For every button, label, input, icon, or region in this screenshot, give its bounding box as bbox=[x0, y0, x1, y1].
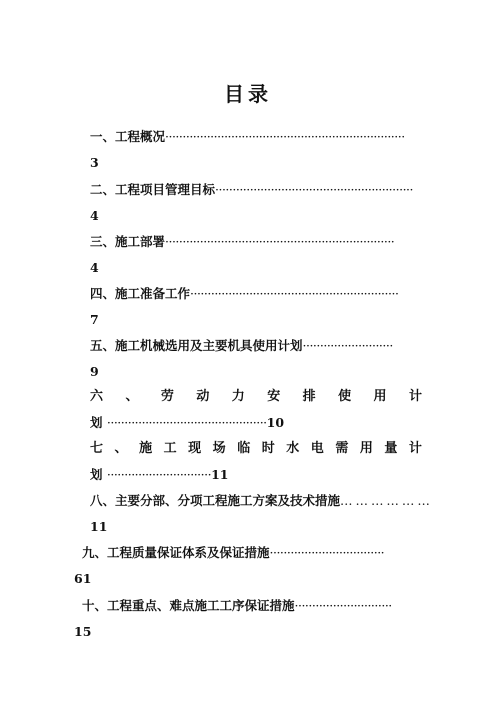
toc-title: 目录 bbox=[224, 82, 272, 106]
toc-entry-char: 计 bbox=[408, 389, 422, 404]
toc-entry-label: 三、施工部署 bbox=[90, 234, 166, 249]
toc-entry-char: 计 bbox=[408, 441, 422, 456]
toc-entry-char: 劳 bbox=[160, 389, 174, 404]
toc-entry-char: 使 bbox=[338, 389, 352, 404]
toc-entry-8 bbox=[90, 493, 429, 509]
toc-entry-9 bbox=[82, 545, 384, 561]
toc-entry-char: 现 bbox=[188, 441, 202, 456]
toc-entry-char: 量 bbox=[384, 441, 398, 456]
toc-entry-char: 划 bbox=[90, 467, 103, 482]
toc-entry-char: 六 bbox=[90, 389, 104, 404]
toc-entry-char: 场 bbox=[212, 441, 226, 456]
toc-entry-page: 3 bbox=[90, 155, 99, 170]
toc-leader-dots: ·············································· bbox=[106, 415, 267, 430]
toc-leader-dots: ·························· bbox=[302, 338, 393, 353]
toc-entry-char: 力 bbox=[231, 389, 245, 404]
toc-leader-dots: ·································································· bbox=[165, 234, 395, 249]
toc-leader-dots: ····································································· bbox=[165, 129, 405, 144]
toc-entry-1 bbox=[90, 129, 405, 145]
toc-entry-label: 二、工程项目管理目标 bbox=[90, 182, 216, 197]
toc-entry-10 bbox=[82, 598, 392, 614]
toc-entry-page: 9 bbox=[90, 364, 99, 379]
toc-entry-char: 安 bbox=[267, 389, 281, 404]
toc-entry-page: 4 bbox=[90, 208, 99, 223]
toc-entry-page: 11 bbox=[211, 467, 229, 482]
toc-entry-page: 7 bbox=[90, 312, 99, 327]
toc-entry-char: 时 bbox=[261, 441, 275, 456]
toc-entry-page: 61 bbox=[74, 571, 92, 586]
toc-entry-char: 水 bbox=[286, 441, 300, 456]
toc-entry-label: 五、施工机械选用及主要机具使用计划 bbox=[90, 338, 303, 353]
toc-entry-char: 七 bbox=[90, 441, 104, 456]
toc-entry-3 bbox=[90, 234, 394, 250]
toc-leader-dots: ···························································· bbox=[190, 286, 399, 301]
toc-leader-dots: ···························· bbox=[294, 598, 392, 613]
toc-entry-label: 四、施工准备工作 bbox=[90, 286, 191, 301]
toc-entry-7-line2 bbox=[90, 467, 228, 483]
toc-entry-label: 一、工程概况 bbox=[90, 129, 166, 144]
toc-entry-5 bbox=[90, 338, 393, 354]
toc-entry-page: 11 bbox=[90, 519, 108, 534]
toc-entry-char: 电 bbox=[310, 441, 324, 456]
toc-entry-char: 划 bbox=[90, 415, 103, 430]
toc-entry-char: 、 bbox=[125, 389, 139, 404]
toc-entry-page: 10 bbox=[266, 415, 285, 430]
toc-entry-6-line2 bbox=[90, 415, 284, 431]
toc-entry-6-line1 bbox=[90, 389, 422, 405]
toc-leader-dots: … … … … … … bbox=[340, 493, 430, 508]
toc-entry-char: 用 bbox=[373, 389, 387, 404]
toc-leader-dots: ································· bbox=[269, 545, 385, 560]
toc-entry-char: 动 bbox=[196, 389, 210, 404]
toc-entry-char: 排 bbox=[302, 389, 316, 404]
toc-leader-dots: ························································· bbox=[215, 182, 413, 197]
toc-leader-dots: ······························ bbox=[106, 467, 212, 482]
toc-entry-char: 工 bbox=[163, 441, 177, 456]
toc-entry-label: 九、工程质量保证体系及保证措施 bbox=[82, 545, 270, 560]
toc-entry-char: 需 bbox=[335, 441, 349, 456]
toc-entry-2 bbox=[90, 182, 413, 198]
toc-entry-char: 临 bbox=[237, 441, 251, 456]
toc-entry-char: 用 bbox=[359, 441, 373, 456]
toc-entry-char: 、 bbox=[114, 441, 128, 456]
toc-entry-page: 15 bbox=[74, 624, 92, 639]
toc-entry-char: 施 bbox=[139, 441, 153, 456]
toc-entry-4 bbox=[90, 286, 398, 302]
toc-entry-page: 4 bbox=[90, 260, 99, 275]
toc-entry-7-line1 bbox=[90, 441, 422, 457]
toc-entry-label: 十、工程重点、难点施工工序保证措施 bbox=[82, 598, 295, 613]
toc-entry-label: 八、主要分部、分项工程施工方案及技术措施 bbox=[90, 493, 341, 508]
